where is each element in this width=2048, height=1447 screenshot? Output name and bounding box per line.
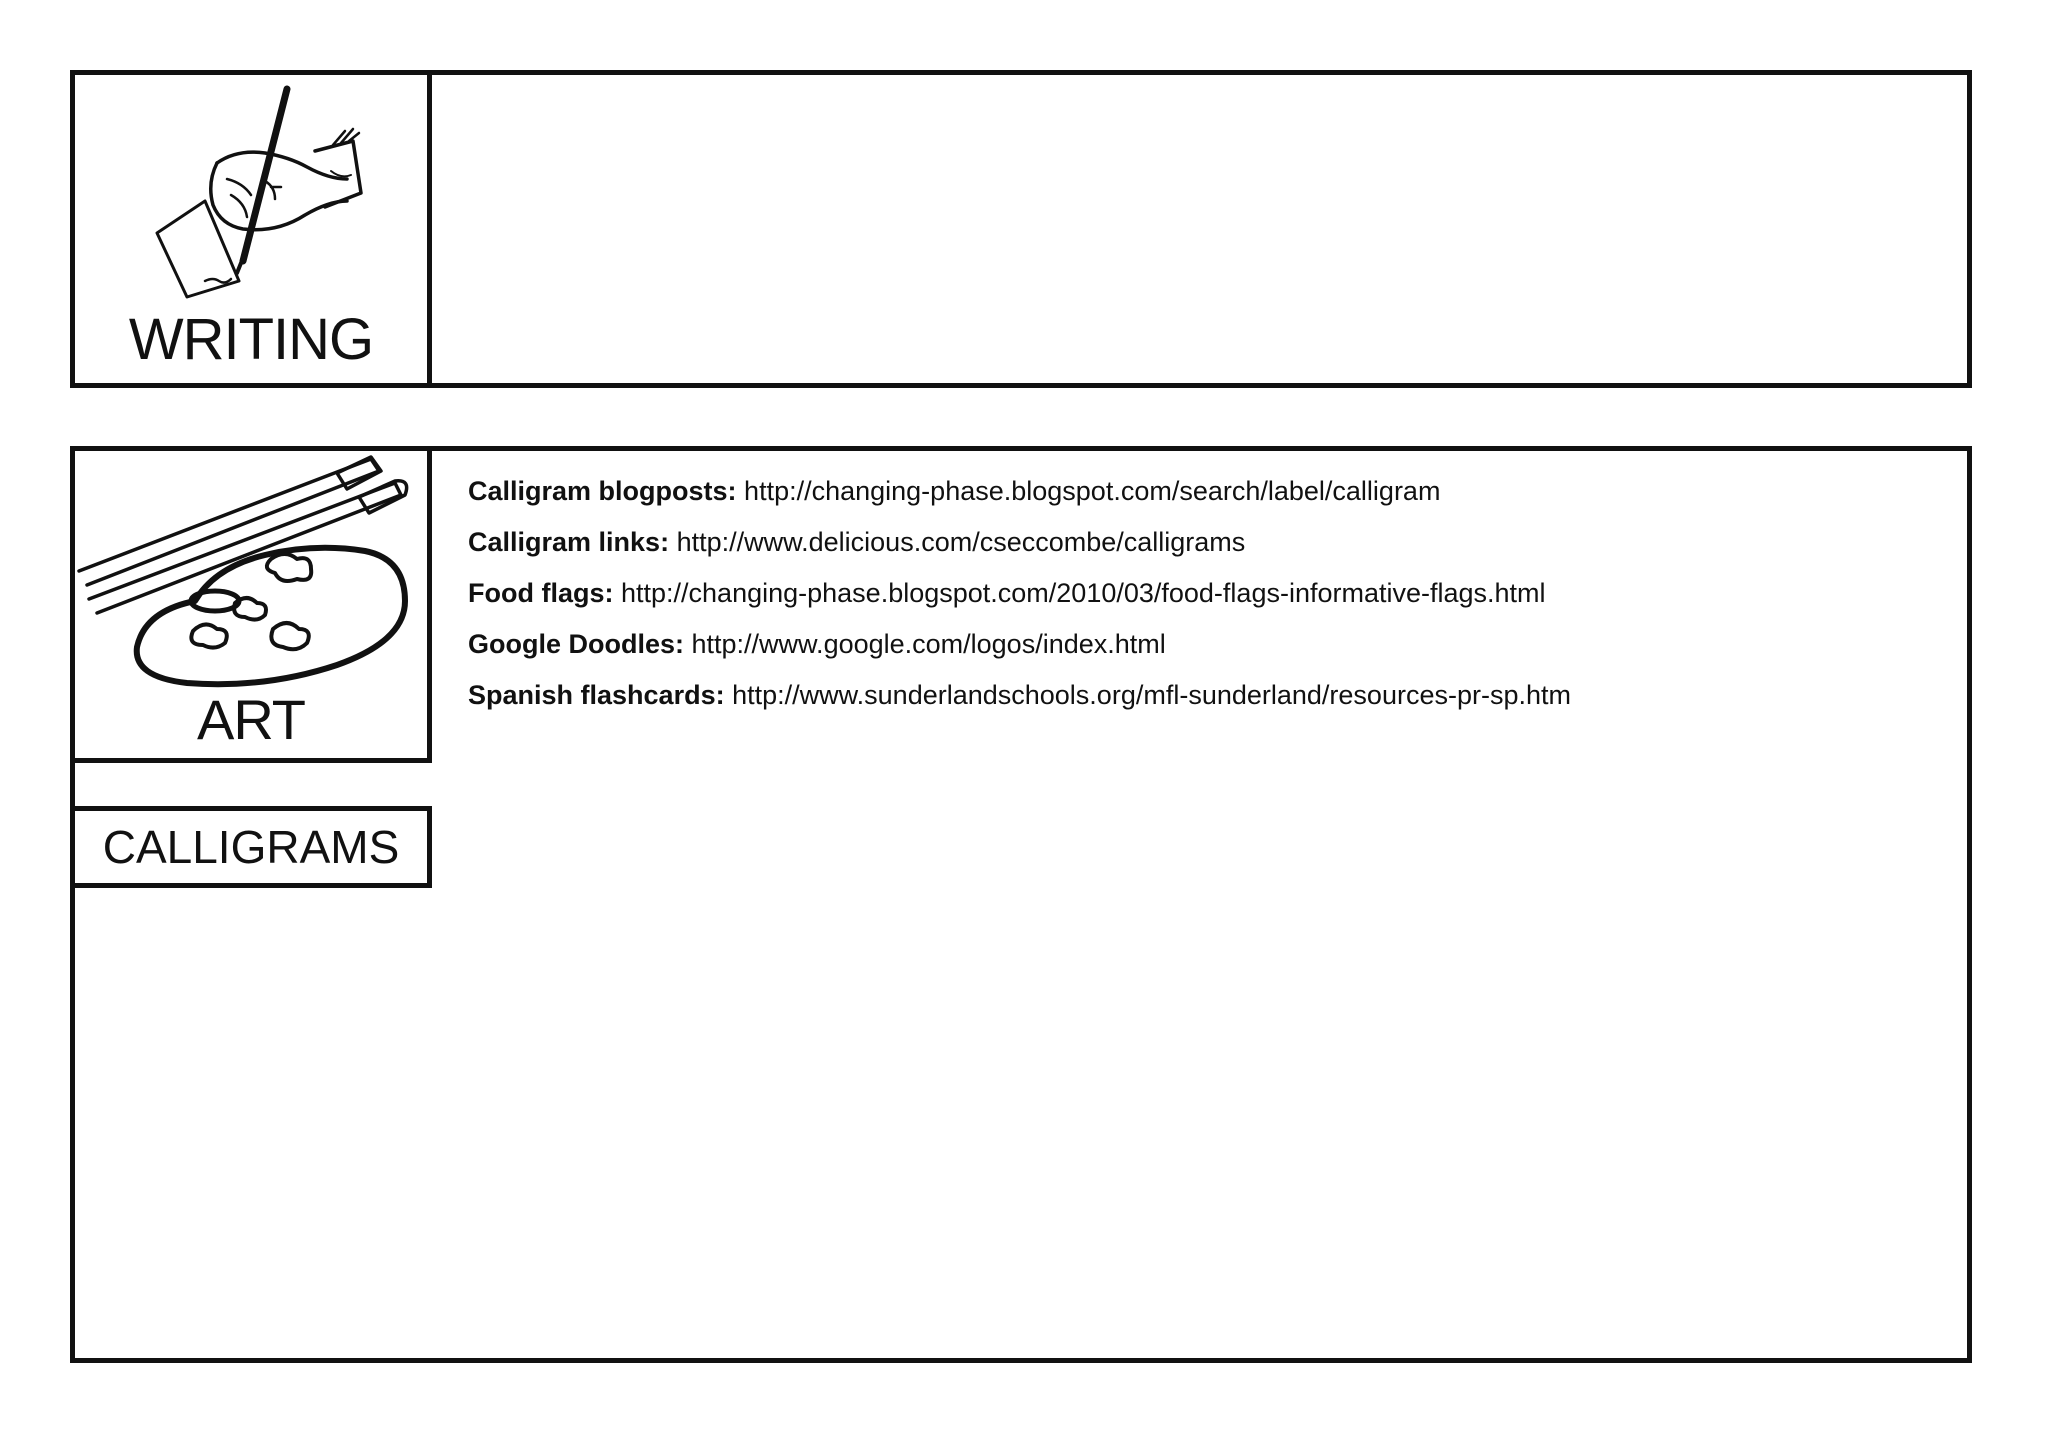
link-url[interactable]: http://www.delicious.com/cseccombe/calligrams [676, 527, 1246, 557]
link-row [468, 517, 1948, 568]
link-url[interactable]: http://www.google.com/logos/index.html [691, 629, 1166, 659]
writing-tile [70, 70, 432, 388]
topic-label: CALLIGRAMS [102, 821, 400, 873]
link-label: Calligram blogposts: [468, 476, 737, 506]
paint-palette-icon [75, 451, 427, 691]
link-row [468, 670, 1948, 721]
link-label: Food flags: [468, 578, 614, 608]
link-row [468, 619, 1948, 670]
link-row [468, 466, 1948, 517]
resource-links-list [468, 466, 1948, 721]
writing-label: WRITING [128, 307, 374, 372]
art-label: ART [197, 688, 305, 751]
art-tile [70, 446, 432, 763]
link-row [468, 568, 1948, 619]
link-url[interactable]: http://changing-phase.blogspot.com/2010/03/food-flags-informative-flags.html [621, 578, 1546, 608]
link-label: Calligram links: [468, 527, 670, 557]
link-label: Google Doodles: [468, 629, 684, 659]
link-url[interactable]: http://www.sunderlandschools.org/mfl-sunderland/resources-pr-sp.htm [732, 680, 1571, 710]
writing-hand-icon [147, 83, 367, 305]
link-url[interactable]: http://changing-phase.blogspot.com/search/label/calligram [744, 476, 1441, 506]
topic-tile [70, 806, 432, 888]
link-label: Spanish flashcards: [468, 680, 725, 710]
